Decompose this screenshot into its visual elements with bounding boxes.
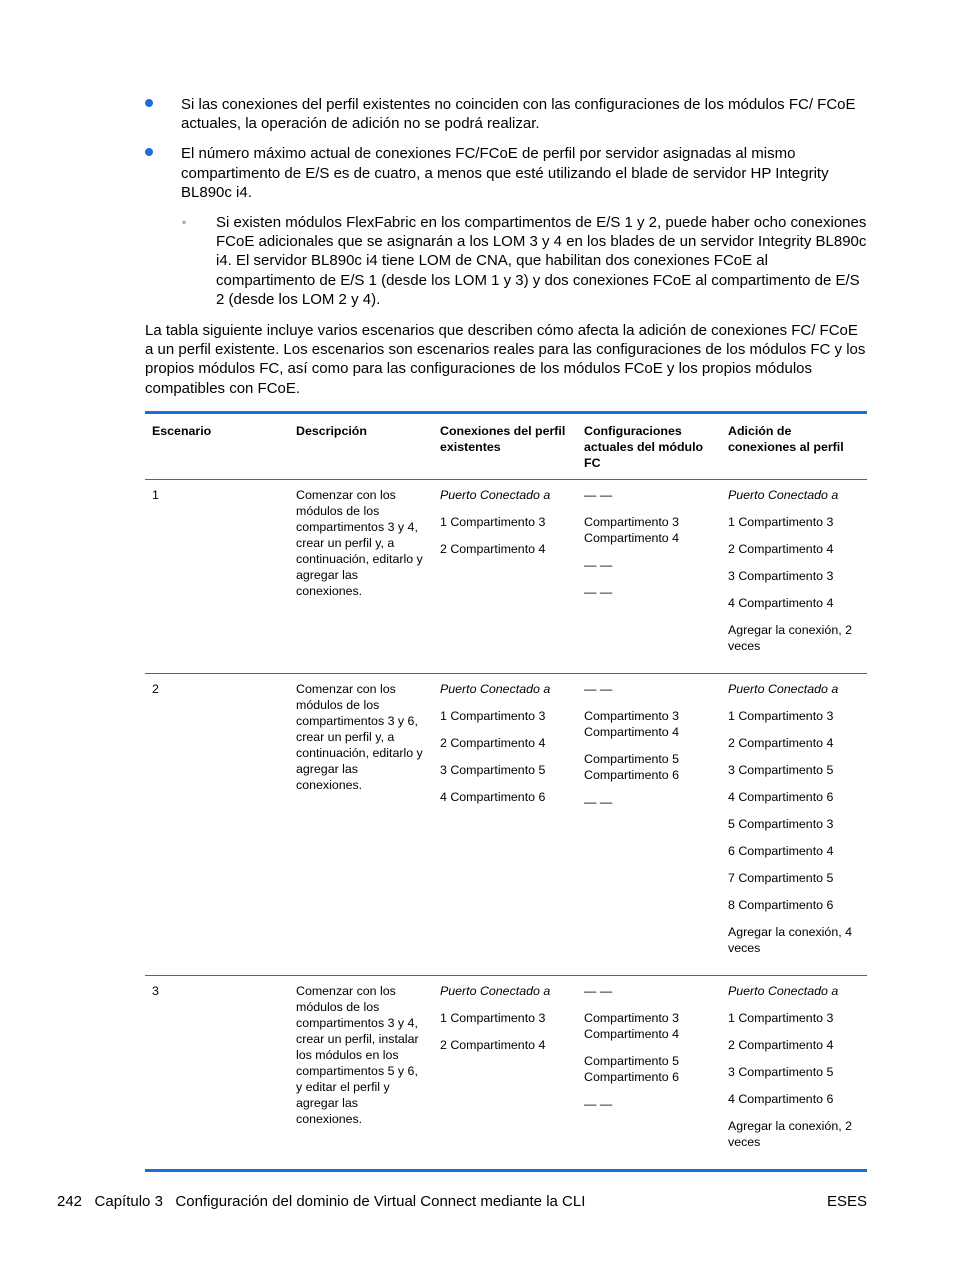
existing-connections-cell	[433, 480, 577, 674]
added-connections-cell	[721, 976, 867, 1171]
description-cell: Comenzar con los módulos de los compartimentos 3 y 4, crear un perfil y, a continuación, editarlo y agregar las conexiones.	[289, 480, 433, 674]
cell-line: Puerto Conectado a	[728, 984, 839, 998]
bullet-text: El número máximo actual de conexiones FC/FCoE de perfil por servidor asignadas al mismo compartimento de E/S es de cuatro, a menos que esté utilizando el blade de servidor HP Integrity BL890c i4.	[181, 145, 829, 201]
table-row	[145, 480, 867, 674]
cell-line: 2 Compartimento 4	[440, 542, 546, 556]
cell-line: 3 Compartimento 3	[728, 569, 834, 583]
cell-line: 2 Compartimento 4	[728, 736, 834, 750]
intro-paragraph: La tabla siguiente incluye varios escenarios que describen cómo afecta la adición de conexiones FC/ FCoE a un perfil existente. Los escenarios son escenarios reales para las configuraciones de los módulos FC y los propios módulos FC, así como para las configuraciones de los módulos FCoE y los propios módulos compatibles con FCoE.	[145, 322, 866, 397]
scenario-cell: 3	[145, 976, 289, 1171]
bullet-text: Si las conexiones del perfil existentes no coinciden con las configuraciones de los módulos FC/ FCoE actuales, la operación de adición no se podrá realizar.	[181, 96, 856, 133]
cell-line: 5 Compartimento 3	[728, 817, 834, 831]
existing-connections-cell	[433, 976, 577, 1171]
scenario-cell: 2	[145, 674, 289, 976]
cell-line: Compartimento 5 Compartimento 6	[584, 752, 680, 782]
cell-line: Puerto Conectado a	[440, 984, 551, 998]
scenarios-table	[145, 411, 867, 1172]
description-cell: Comenzar con los módulos de los compartimentos 3 y 6, crear un perfil y, a continuación, editarlo y agregar las conexiones.	[289, 674, 433, 976]
cell-line: 1 Compartimento 3	[440, 709, 546, 723]
header-cell: Adición de conexiones al perfil	[721, 413, 867, 480]
cell-line: — —	[584, 585, 613, 599]
header-cell: Escenario	[145, 413, 289, 480]
cell-line: — —	[584, 558, 613, 572]
header-cell: Descripción	[289, 413, 433, 480]
cell-line: 6 Compartimento 4	[728, 844, 834, 858]
current-config-cell	[577, 674, 721, 976]
cell-line: 1 Compartimento 3	[440, 515, 546, 529]
header-cell: Conexiones del perfil existentes	[433, 413, 577, 480]
bullet-item	[145, 144, 870, 202]
cell-line: 7 Compartimento 5	[728, 871, 834, 885]
bullet-dot-icon	[145, 148, 153, 156]
bullet-dot-icon	[145, 99, 153, 107]
bullet-item	[145, 95, 870, 133]
sub-bullet-text: Si existen módulos FlexFabric en los compartimentos de E/S 1 y 2, puede haber ocho conexiones FCoE adicionales que se asignarán a los LOM 3 y 4 en los blades de un servidor Integrity BL890c i4. El servidor BL890c i4 tiene LOM de CNA, que habilitan dos conexiones FCoE al compartimento de E/S 1 (desde los LOM 1 y 3) y dos conexiones FCoE al compartimento de E/S 2 (desde los LOM 2 y 4).	[216, 214, 867, 308]
footer-locale: ESES	[826, 1193, 867, 1210]
cell-line: 3 Compartimento 5	[728, 1065, 834, 1079]
current-config-cell	[577, 976, 721, 1171]
cell-line: 8 Compartimento 6	[728, 898, 834, 912]
scenario-cell: 1	[145, 480, 289, 674]
cell-line: 1 Compartimento 3	[728, 1011, 834, 1025]
table-row	[145, 976, 867, 1171]
cell-line: Puerto Conectado a	[440, 682, 551, 696]
cell-line: 2 Compartimento 4	[440, 1038, 546, 1052]
cell-line: — —	[584, 488, 613, 502]
cell-line: — —	[584, 1097, 613, 1111]
current-config-cell	[577, 480, 721, 674]
cell-line: 4 Compartimento 6	[440, 790, 546, 804]
table-row	[145, 674, 867, 976]
cell-line: Agregar la conexión, 4 veces	[728, 925, 852, 955]
header-cell: Configuraciones actuales del módulo FC	[577, 413, 721, 480]
page-footer	[57, 1192, 867, 1211]
table-header-row	[145, 413, 867, 480]
cell-line: Compartimento 3 Compartimento 4	[584, 709, 680, 739]
cell-line: Compartimento 5 Compartimento 6	[584, 1054, 680, 1084]
cell-line: — —	[584, 682, 613, 696]
cell-line: 4 Compartimento 4	[728, 596, 834, 610]
cell-line: 2 Compartimento 4	[440, 736, 546, 750]
existing-connections-cell	[433, 674, 577, 976]
cell-line: Puerto Conectado a	[728, 682, 839, 696]
cell-line: Puerto Conectado a	[728, 488, 839, 502]
cell-line: 4 Compartimento 6	[728, 790, 834, 804]
cell-line: 1 Compartimento 3	[728, 515, 834, 529]
added-connections-cell	[721, 674, 867, 976]
footer-chapter: 242 Capítulo 3 Configuración del dominio de Virtual Connect mediante la CLI	[57, 1193, 586, 1210]
cell-line: 4 Compartimento 6	[728, 1092, 834, 1106]
cell-line: 3 Compartimento 5	[728, 763, 834, 777]
added-connections-cell	[721, 480, 867, 674]
cell-line: 3 Compartimento 5	[440, 763, 546, 777]
cell-line: Agregar la conexión, 2 veces	[728, 1119, 852, 1149]
cell-line: — —	[584, 984, 613, 998]
cell-line: Compartimento 3 Compartimento 4	[584, 515, 680, 545]
sub-bullet-ring-icon: ◦	[182, 215, 187, 230]
sub-bullet-item	[145, 213, 870, 309]
cell-line: Puerto Conectado a	[440, 488, 551, 502]
cell-line: Compartimento 3 Compartimento 4	[584, 1011, 680, 1041]
cell-line: — —	[584, 795, 613, 809]
cell-line: 1 Compartimento 3	[728, 709, 834, 723]
description-cell: Comenzar con los módulos de los compartimentos 3 y 4, crear un perfil, instalar los módulos en los compartimentos 5 y 6, y editar el perfil y agregar las conexiones.	[289, 976, 433, 1171]
cell-line: Agregar la conexión, 2 veces	[728, 623, 852, 653]
cell-line: 2 Compartimento 4	[728, 542, 834, 556]
table-body	[145, 480, 867, 1171]
bullet-list	[145, 95, 870, 320]
cell-line: 2 Compartimento 4	[728, 1038, 834, 1052]
cell-line: 1 Compartimento 3	[440, 1011, 546, 1025]
